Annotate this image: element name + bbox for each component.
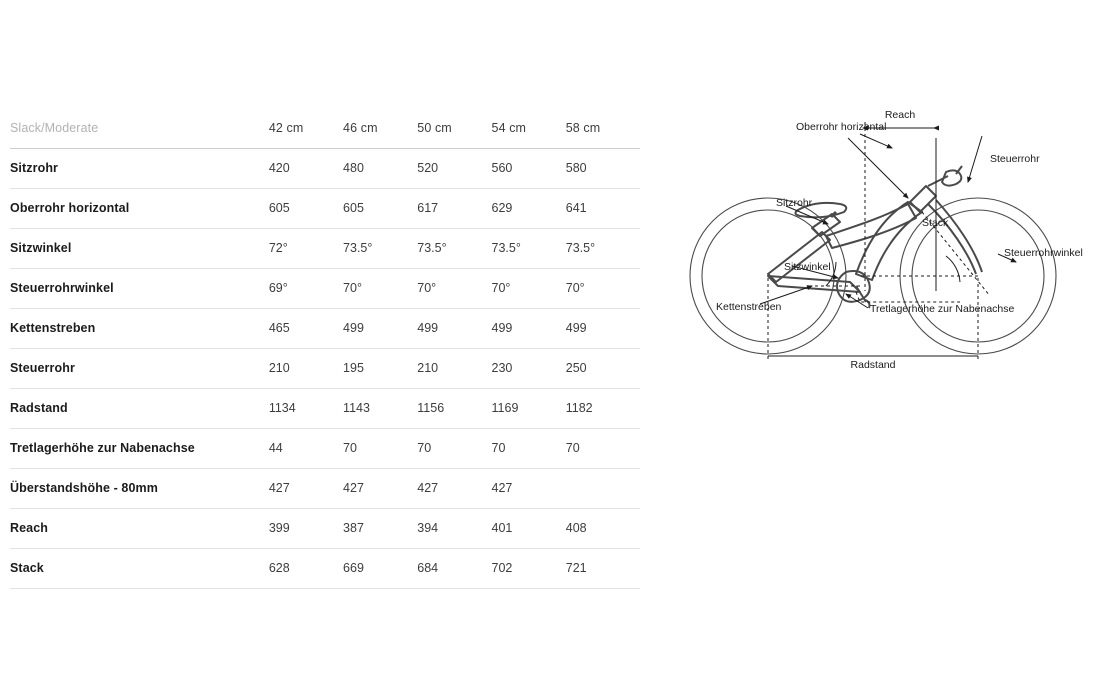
- cell-value: 427: [269, 468, 343, 508]
- cell-value: 1134: [269, 388, 343, 428]
- table-row: [10, 548, 640, 588]
- row-label: Tretlagerhöhe zur Nabenachse: [10, 428, 269, 468]
- cell-value: 1156: [417, 388, 491, 428]
- table-row: [10, 188, 640, 228]
- cell-value: 629: [492, 188, 566, 228]
- cell-value: 605: [269, 188, 343, 228]
- cell-value: 73.5°: [492, 228, 566, 268]
- cell-value: 628: [269, 548, 343, 588]
- row-label: Oberrohr horizontal: [10, 188, 269, 228]
- table-row: [10, 468, 640, 508]
- row-label: Sitzrohr: [10, 148, 269, 188]
- diagram-label-reach: Reach: [884, 109, 916, 121]
- table-row: [10, 508, 640, 548]
- row-label: Überstandshöhe - 80mm: [10, 468, 269, 508]
- geometry-table-container: [10, 108, 640, 589]
- table-row: [10, 268, 640, 308]
- cell-value: 69°: [269, 268, 343, 308]
- cell-value: 1182: [566, 388, 640, 428]
- cell-value: 230: [492, 348, 566, 388]
- row-label: Kettenstreben: [10, 308, 269, 348]
- table-header-row: [10, 108, 640, 148]
- diagram-label-radstand: Radstand: [850, 359, 896, 371]
- diagram-label-tretlagerhoehe: Tretlagerhöhe zur Nabenachse: [870, 303, 1015, 315]
- cell-value: 70°: [417, 268, 491, 308]
- cell-value: 44: [269, 428, 343, 468]
- cell-value: 721: [566, 548, 640, 588]
- table-row: [10, 148, 640, 188]
- column-header-size-2: 46 cm: [343, 108, 417, 148]
- cell-value: 408: [566, 508, 640, 548]
- cell-value: 1169: [492, 388, 566, 428]
- cell-value: 401: [492, 508, 566, 548]
- column-header-size-3: 50 cm: [417, 108, 491, 148]
- cell-value: 70°: [343, 268, 417, 308]
- row-label: Sitzwinkel: [10, 228, 269, 268]
- table-row: [10, 428, 640, 468]
- measurement-lines: [768, 122, 990, 360]
- cell-value: 70: [343, 428, 417, 468]
- cell-value: 499: [343, 308, 417, 348]
- cell-value: 70: [566, 428, 640, 468]
- cell-value: 387: [343, 508, 417, 548]
- row-label: Steuerrohr: [10, 348, 269, 388]
- cell-value: 641: [566, 188, 640, 228]
- cell-value: 399: [269, 508, 343, 548]
- cell-value: 394: [417, 508, 491, 548]
- cell-value: 427: [343, 468, 417, 508]
- cell-value: 70°: [492, 268, 566, 308]
- cell-value: 617: [417, 188, 491, 228]
- diagram-label-stack: Stack: [922, 217, 949, 229]
- bike-geometry-diagram: [660, 86, 1110, 386]
- cell-value: 427: [417, 468, 491, 508]
- table-corner-label: Slack/Moderate: [10, 108, 269, 148]
- cell-value: 684: [417, 548, 491, 588]
- cell-value: 499: [492, 308, 566, 348]
- table-row: [10, 308, 640, 348]
- cell-value: 250: [566, 348, 640, 388]
- cell-value: 70°: [566, 268, 640, 308]
- cell-value: [566, 468, 640, 508]
- cell-value: 499: [417, 308, 491, 348]
- table-row: [10, 228, 640, 268]
- cell-value: 70: [417, 428, 491, 468]
- cell-value: 210: [269, 348, 343, 388]
- cell-value: 702: [492, 548, 566, 588]
- diagram-label-sitzrohr: Sitzrohr: [776, 197, 813, 209]
- table-row: [10, 348, 640, 388]
- geometry-table: [10, 108, 640, 589]
- cell-value: 580: [566, 148, 640, 188]
- cell-value: 560: [492, 148, 566, 188]
- table-header: [10, 108, 640, 148]
- diagram-label-sitzwinkel: Sitzwinkel: [784, 261, 831, 273]
- cell-value: 605: [343, 188, 417, 228]
- diagram-label-steuerrohr: Steuerrohr: [990, 153, 1040, 165]
- cell-value: 420: [269, 148, 343, 188]
- cell-value: 73.5°: [417, 228, 491, 268]
- cell-value: 73.5°: [343, 228, 417, 268]
- cell-value: 195: [343, 348, 417, 388]
- label-leaders: [760, 134, 1016, 308]
- row-label: Stack: [10, 548, 269, 588]
- cell-value: 72°: [269, 228, 343, 268]
- column-header-size-5: 58 cm: [566, 108, 640, 148]
- diagram-label-kettenstreben: Kettenstreben: [716, 301, 782, 313]
- cell-value: 520: [417, 148, 491, 188]
- column-header-size-4: 54 cm: [492, 108, 566, 148]
- cell-value: 465: [269, 308, 343, 348]
- diagram-label-steuerrohrwinkel: Steuerrohrwinkel: [1004, 247, 1083, 259]
- frame-outline: [768, 166, 982, 308]
- row-label: Reach: [10, 508, 269, 548]
- cell-value: 1143: [343, 388, 417, 428]
- cell-value: 70: [492, 428, 566, 468]
- row-label: Radstand: [10, 388, 269, 428]
- cell-value: 480: [343, 148, 417, 188]
- table-body: [10, 148, 640, 588]
- cell-value: 73.5°: [566, 228, 640, 268]
- cell-value: 427: [492, 468, 566, 508]
- cell-value: 669: [343, 548, 417, 588]
- cell-value: 499: [566, 308, 640, 348]
- diagram-label-oberrohr-horizontal: Oberrohr horizontal: [796, 121, 887, 133]
- cell-value: 210: [417, 348, 491, 388]
- table-row: [10, 388, 640, 428]
- column-header-size-1: 42 cm: [269, 108, 343, 148]
- row-label: Steuerrohrwinkel: [10, 268, 269, 308]
